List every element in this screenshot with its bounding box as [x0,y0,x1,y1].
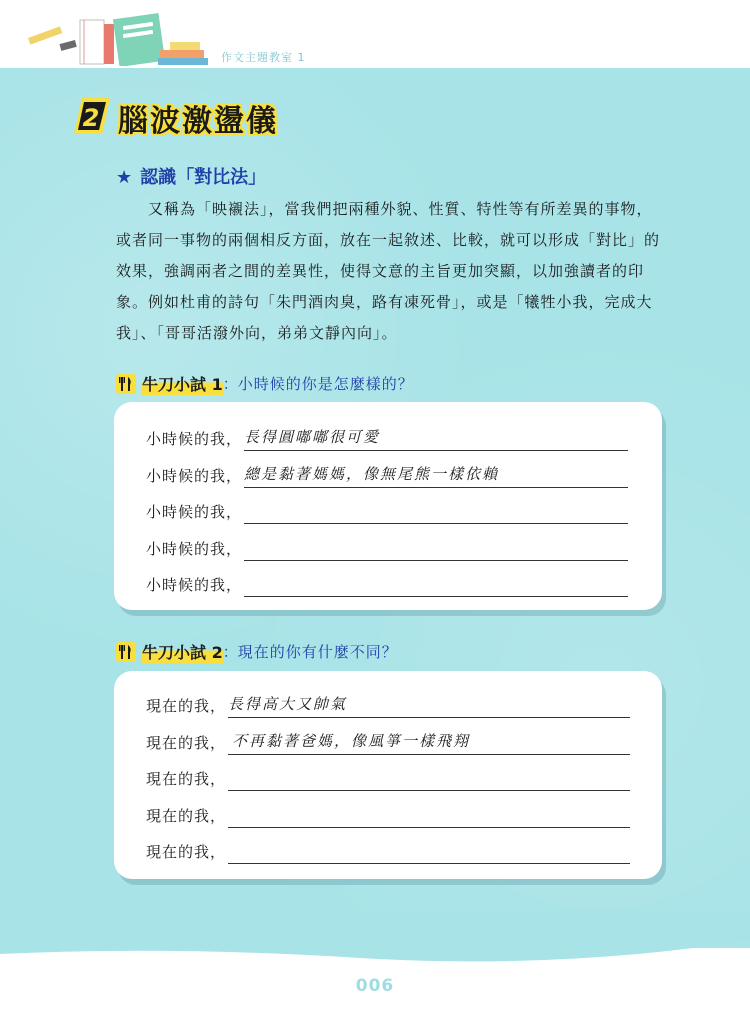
row-prefix: 現在的我， [146,734,227,752]
answer-line[interactable] [244,596,628,597]
fork-knife-icon [116,642,136,662]
page-number: 006 [355,976,395,996]
handwritten-answer: 長得高大又帥氣 [228,695,348,713]
row-prefix: 現在的我， [146,697,227,715]
exercise1-label-row [116,372,414,394]
section-number-badge [70,96,114,136]
handwritten-answer: 總是黏著媽媽，像無尾熊一樣依賴 [244,465,500,483]
handwritten-answer: 不再黏著爸媽，像風箏一樣飛翔 [232,732,471,750]
answer-row [146,768,630,794]
answer-line[interactable] [244,450,628,451]
answer-line[interactable] [228,790,630,791]
exercise2-colon: ： [222,643,238,661]
row-prefix: 小時候的我， [146,576,243,594]
row-prefix: 小時候的我， [146,467,243,485]
exercise2-question: 現在的你有什麼不同？ [237,643,398,661]
row-prefix: 小時候的我， [146,430,243,448]
exercise1-colon: ： [222,375,238,393]
row-prefix: 現在的我， [146,843,227,861]
star-icon: ★ [116,167,133,188]
fork-knife-icon [116,374,136,394]
answer-row [146,805,630,831]
answer-row [146,574,630,600]
answer-row [146,428,630,454]
exercise2-label-row [116,640,398,662]
answer-line[interactable] [244,560,628,561]
row-prefix: 現在的我， [146,807,227,825]
background-wave [0,910,750,970]
intro-paragraph-text: 又稱為「映襯法」，當我們把兩種外貌、性質、特性等有所差異的事物，或者同一事物的兩個相反方面，放在一起敘述、比較，就可以形成「對比」的效果，強調兩者之間的差異性，使得文意的主旨更加突顯，以加強讀者的印象。例如杜甫的詩句「朱門酒肉臭，路有凍死骨」，或是「犧牲小我，完成大我」、「哥哥活潑外向，弟弟文靜內向」。 [116,200,661,342]
answer-row [146,841,630,867]
answer-row [146,501,630,527]
row-prefix: 小時候的我， [146,503,243,521]
exercise1-card [114,402,662,610]
exercise2-card [114,671,662,879]
exercise1-question: 小時候的你是怎麼樣的？ [237,375,414,393]
exercise1-label: 牛刀小試 1 [142,372,223,395]
answer-row [146,732,630,758]
page-header [0,0,750,70]
answer-row [146,465,630,491]
answer-line[interactable] [228,827,630,828]
header-title: 作文主題教室 1 [221,51,306,64]
answer-row [146,695,630,721]
answer-line[interactable] [244,523,628,524]
intro-paragraph [116,194,668,349]
answer-line[interactable] [228,754,630,755]
intro-heading-row [116,163,266,189]
answer-line[interactable] [244,487,628,488]
section-number: 2 [82,104,100,132]
answer-row [146,538,630,564]
row-prefix: 小時候的我， [146,540,243,558]
handwritten-answer: 長得圓嘟嘟很可愛 [244,428,381,446]
intro-heading: 認識「對比法」 [140,167,267,188]
answer-line[interactable] [228,717,630,718]
exercise2-label: 牛刀小試 2 [142,640,223,663]
stationery-illustration [20,2,220,66]
row-prefix: 現在的我， [146,770,227,788]
answer-line[interactable] [228,863,630,864]
section-title: 腦波激盪儀 [118,104,278,139]
